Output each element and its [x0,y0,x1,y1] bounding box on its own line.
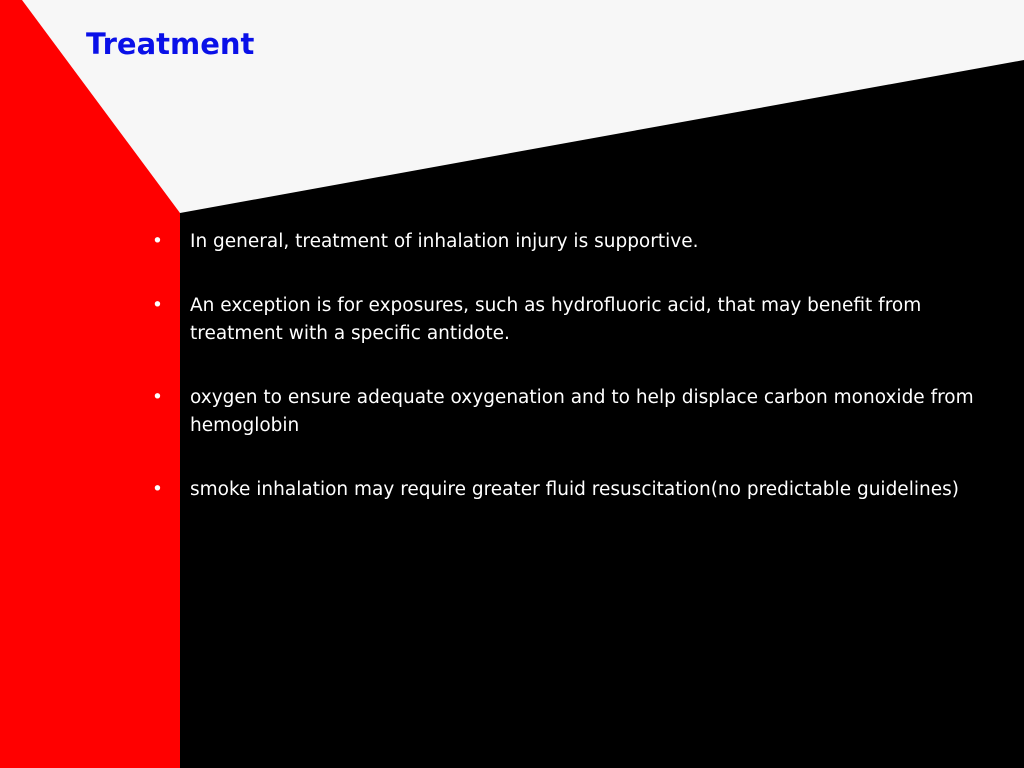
bullet-text: oxygen to ensure adequate oxygenation and to help displace carbon monoxide from hemoglobin [190,387,974,436]
bullet-point-icon: • [152,479,163,500]
bullet-item [152,292,994,348]
bullet-item [152,476,994,504]
bullet-list [152,228,994,540]
bullet-point-icon: • [152,387,163,408]
bullet-text: smoke inhalation may require greater fluid resuscitation(no predictable guidelines) [190,479,959,500]
bullet-text: An exception is for exposures, such as hydrofluoric acid, that may benefit from treatment with a specific antidote. [190,295,922,344]
bullet-text: In general, treatment of inhalation injury is supportive. [190,231,699,252]
bullet-point-icon: • [152,231,163,252]
slide-title: Treatment [86,27,255,61]
bullet-item [152,228,994,256]
bullet-point-icon: • [152,295,163,316]
bullet-item [152,384,994,440]
